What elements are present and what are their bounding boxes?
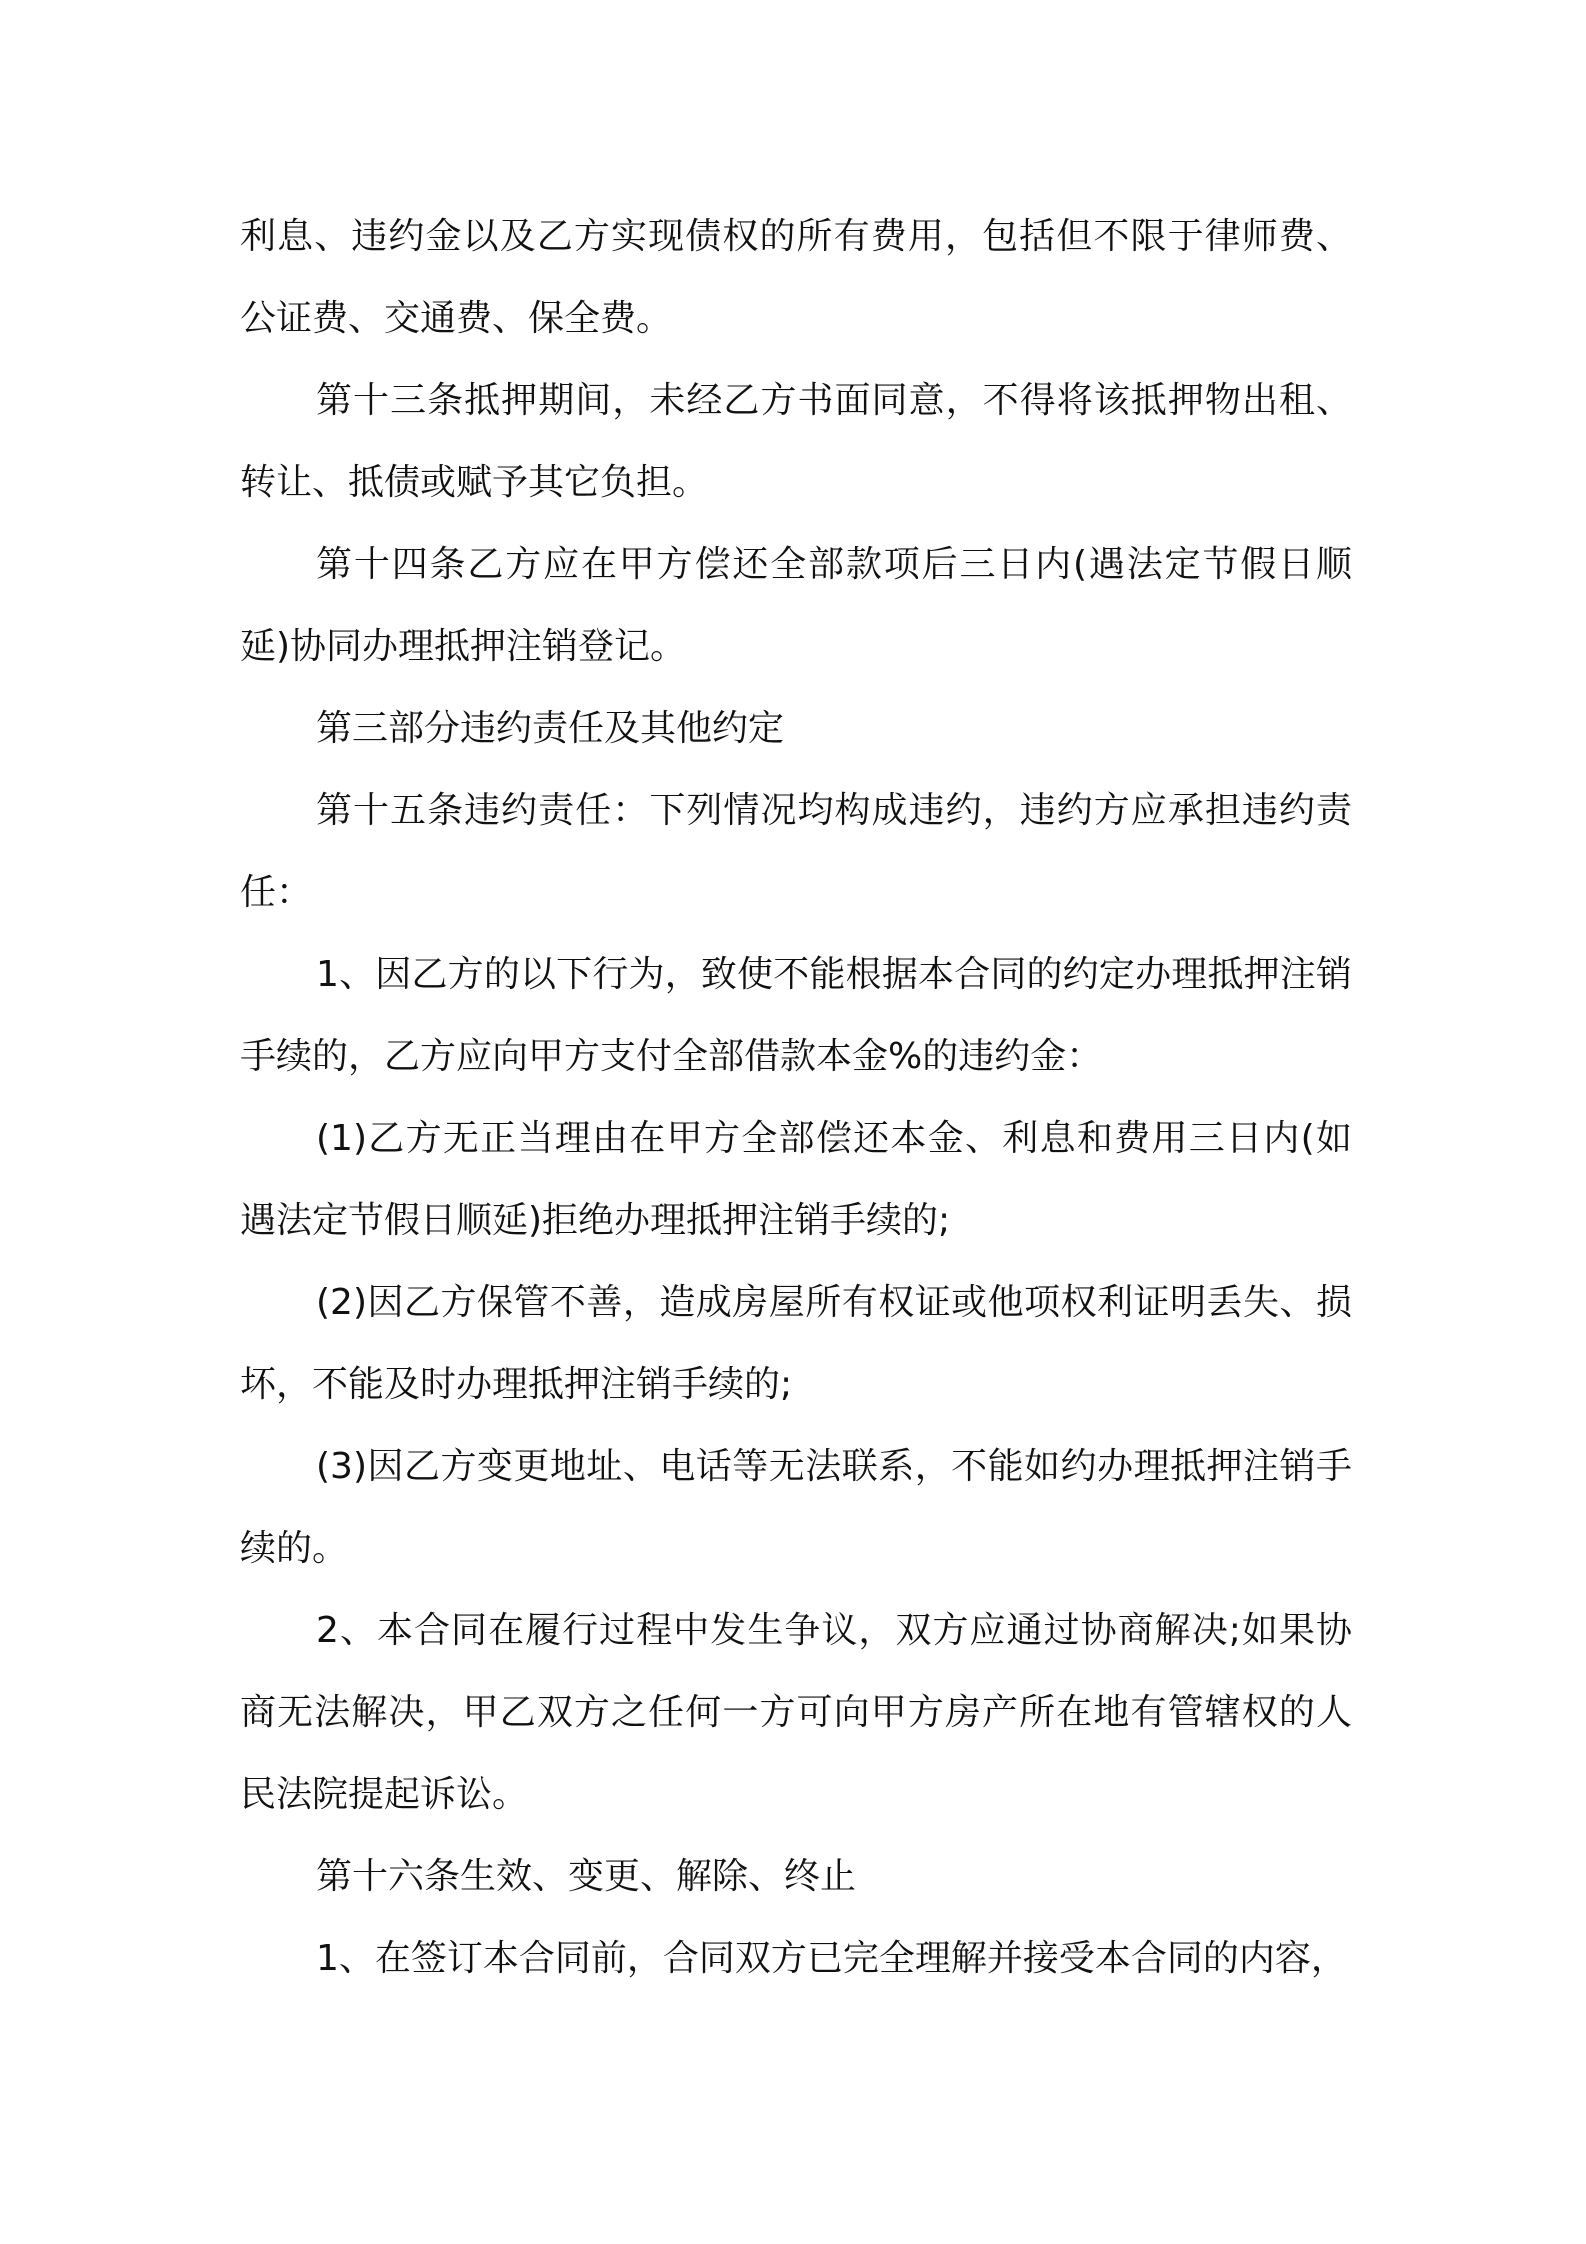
paragraph-article-15: 第十五条违约责任：下列情况均构成违约，违约方应承担违约责任：	[240, 790, 1352, 913]
paragraph-clause-1-final: 1、在签订本合同前，合同双方已完全理解并接受本合同的内容，	[316, 1938, 1347, 1979]
paragraph-fees-continuation: 利息、违约金以及乙方实现债权的所有费用，包括但不限于律师费、公证费、交通费、保全费。	[240, 216, 1352, 339]
paragraph-article-14: 第十四条乙方应在甲方偿还全部款项后三日内(遇法定节假日顺延)协同办理抵押注销登记。	[240, 544, 1352, 667]
paragraph-item-1: (1)乙方无正当理由在甲方全部偿还本金、利息和费用三日内(如遇法定节假日顺延)拒绝办理抵押注销手续的;	[240, 1118, 1352, 1241]
document-body	[240, 196, 1352, 2000]
paragraph-item-2: (2)因乙方保管不善，造成房屋所有权证或他项权利证明丢失、损坏，不能及时办理抵押注销手续的;	[240, 1282, 1352, 1405]
paragraph-article-13: 第十三条抵押期间，未经乙方书面同意，不得将该抵押物出租、转让、抵债或赋予其它负担。	[240, 380, 1352, 503]
paragraph-article-16: 第十六条生效、变更、解除、终止	[316, 1856, 857, 1897]
paragraph-item-3: (3)因乙方变更地址、电话等无法联系，不能如约办理抵押注销手续的。	[240, 1446, 1352, 1569]
paragraph-clause-1: 1、因乙方的以下行为，致使不能根据本合同的约定办理抵押注销手续的，乙方应向甲方支付全部借款本金%的违约金：	[240, 954, 1352, 1077]
section-heading-part-3: 第三部分违约责任及其他约定	[316, 708, 785, 749]
paragraph-clause-2: 2、本合同在履行过程中发生争议，双方应通过协商解决;如果协商无法解决，甲乙双方之任何一方可向甲方房产所在地有管辖权的人民法院提起诉讼。	[240, 1610, 1352, 1815]
